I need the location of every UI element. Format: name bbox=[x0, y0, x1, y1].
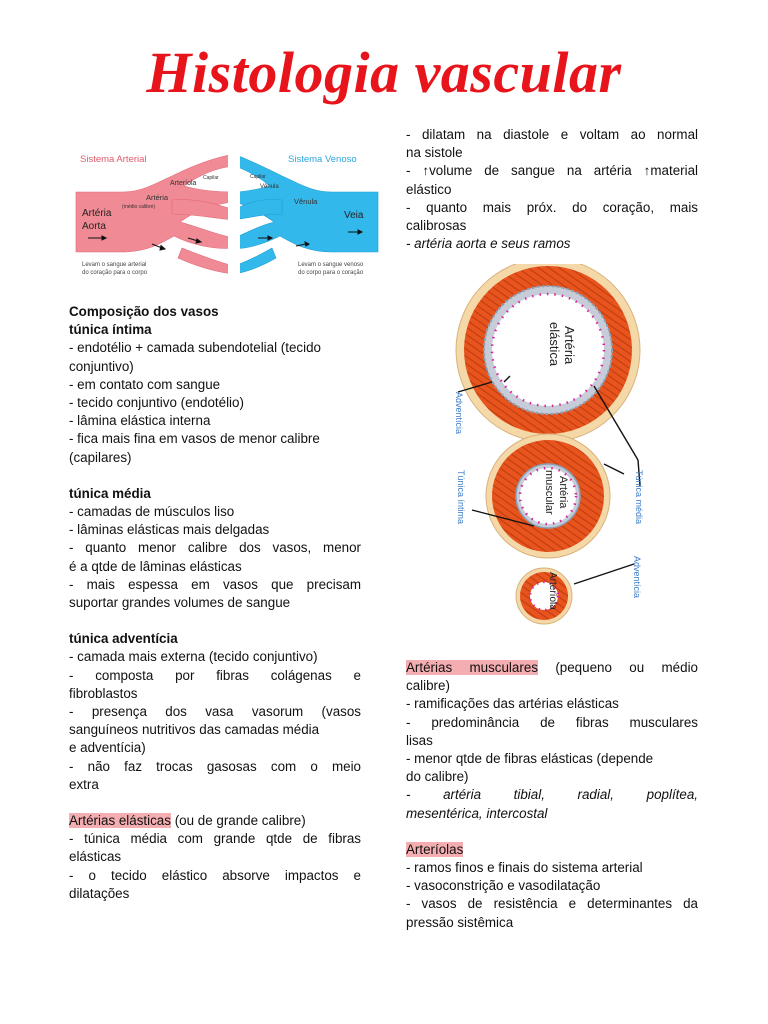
arterias-musculares-heading bbox=[406, 659, 698, 677]
caption-left-line2: do coração para o corpo bbox=[82, 270, 148, 276]
arteriolas-line: - vasoconstrição e vasodilatação bbox=[406, 878, 601, 894]
venula-label: Vênula bbox=[294, 197, 318, 206]
elastic-note-line: calibrosas bbox=[406, 218, 467, 234]
media-line: - camadas de músculos liso bbox=[69, 504, 235, 520]
musculares-line: - menor qtde de fibras elásticas (depende bbox=[406, 751, 654, 767]
musculares-line: - artéria tibial, radial, poplítea, bbox=[406, 787, 698, 803]
left-column bbox=[69, 303, 361, 903]
arterias-elasticas-title: Artérias elásticas bbox=[69, 813, 171, 829]
tunica-intima-label: Túnica íntima bbox=[456, 470, 466, 525]
elastic-artery-section bbox=[456, 264, 640, 442]
muscular-artery-label-1: Artéria bbox=[557, 476, 569, 509]
right-column-top bbox=[406, 126, 698, 253]
capilar-right-label: Capilar bbox=[250, 174, 266, 180]
caption-right-line1: Levam o sangue venoso bbox=[298, 262, 364, 268]
arterial-system-label: Sistema Arterial bbox=[80, 154, 147, 165]
elastic-note-line: elástico bbox=[406, 181, 452, 197]
intima-line: - fica mais fina em vasos de menor calibre bbox=[69, 431, 320, 447]
arteriole-section bbox=[516, 568, 572, 624]
musculares-line: calibre) bbox=[406, 678, 450, 694]
arteriola-label: Arteríola bbox=[170, 180, 197, 187]
media-line: - mais espessa em vasos que precisam bbox=[69, 576, 361, 592]
elasticas-line: - o tecido elástico absorve impactos e bbox=[69, 867, 361, 883]
adventicia-right-label: Adventícia bbox=[632, 556, 642, 599]
media-line: - quanto menor calibre dos vasos, menor bbox=[69, 540, 361, 556]
arteria-label: Artéria bbox=[146, 193, 169, 202]
adventicia-line: sanguíneos nutritivos das camadas média bbox=[69, 722, 320, 738]
musculares-line: lisas bbox=[406, 732, 433, 748]
tunica-media-heading: túnica média bbox=[69, 485, 151, 501]
elastic-note-line: - quanto mais próx. do coração, mais bbox=[406, 199, 698, 215]
venous-system-label: Sistema Venoso bbox=[288, 154, 357, 165]
adventicia-left-label: Adventícia bbox=[454, 392, 464, 435]
medio-calibre-label: (médio calibre) bbox=[122, 204, 156, 210]
elastic-note-line: - ↑volume de sangue na artéria ↑material bbox=[406, 163, 698, 179]
arteriolas-line: - ramos finos e finais do sistema arterial bbox=[406, 860, 643, 876]
elasticas-line: - túnica média com grande qtde de fibras bbox=[69, 831, 361, 847]
tunica-adventicia-heading: túnica adventícia bbox=[69, 631, 178, 647]
arteriolas-heading bbox=[406, 841, 698, 859]
right-column-bottom bbox=[406, 659, 698, 932]
elastic-artery-label-1: Artéria bbox=[562, 326, 577, 365]
caption-right-line2: do corpo para o coração bbox=[298, 270, 364, 276]
media-line: suportar grandes volumes de sangue bbox=[69, 595, 291, 611]
vascular-system-diagram bbox=[62, 140, 392, 290]
intima-line: - endotélio + camada subendotelial (tecido bbox=[69, 340, 321, 356]
arterias-elasticas-suffix: (ou de grande calibre) bbox=[170, 813, 306, 829]
adventicia-line: fibroblastos bbox=[69, 685, 138, 701]
musculares-line: - predominância de fibras musculares bbox=[406, 714, 698, 730]
muscular-artery-label-2: muscular bbox=[543, 470, 555, 515]
page-title: Histologia vascular bbox=[146, 40, 622, 105]
intima-line: - lâmina elástica interna bbox=[69, 413, 211, 429]
arteriolas-line: pressão sistêmica bbox=[406, 914, 514, 930]
veia-label: Veia bbox=[344, 210, 364, 221]
aorta-label-line1: Artéria bbox=[82, 208, 112, 219]
media-line: é a qtde de lâminas elásticas bbox=[69, 558, 242, 574]
elastic-note-line: - dilatam na diastole e voltam ao normal bbox=[406, 127, 698, 142]
elastic-note-line: - artéria aorta e seus ramos bbox=[406, 236, 571, 252]
composicao-heading: Composição dos vasos bbox=[69, 304, 219, 319]
adventicia-line: e adventícia) bbox=[69, 740, 146, 756]
adventicia-line: - não faz trocas gasosas com o meio bbox=[69, 758, 361, 774]
arterias-musculares-title: Artérias musculares bbox=[406, 660, 538, 675]
adventicia-line: - composta por fibras colágenas e bbox=[69, 667, 361, 683]
elastic-note-line: na sistole bbox=[406, 145, 463, 161]
venula-small-label: Vênula bbox=[260, 184, 279, 190]
intima-line: - em contato com sangue bbox=[69, 376, 221, 392]
elastic-artery-label-2: elástica bbox=[547, 322, 562, 367]
aorta-label-line2: Aorta bbox=[82, 221, 106, 232]
musculares-line: do calibre) bbox=[406, 769, 469, 785]
adventicia-line: - presença dos vasa vasorum (vasos bbox=[69, 704, 361, 720]
elasticas-line: elásticas bbox=[69, 849, 122, 865]
arteriole-label: Arteríola bbox=[547, 572, 558, 610]
elasticas-line: dilatações bbox=[69, 885, 130, 901]
musculares-line: - ramificações das artérias elásticas bbox=[406, 696, 619, 712]
intima-line: (capilares) bbox=[69, 449, 132, 465]
arteriolas-line: - vasos de resistência e determinantes da bbox=[406, 896, 698, 912]
tunica-intima-heading: túnica íntima bbox=[69, 322, 152, 338]
intima-line: conjuntivo) bbox=[69, 358, 134, 374]
capilar-left-label: Capilar bbox=[203, 175, 219, 181]
arterias-elasticas-heading bbox=[69, 812, 361, 830]
caption-left-line1: Levam o sangue arterial bbox=[82, 262, 147, 268]
adventicia-line: - camada mais externa (tecido conjuntivo) bbox=[69, 649, 318, 665]
intima-line: - tecido conjuntivo (endotélio) bbox=[69, 395, 244, 411]
musculares-line: mesentérica, intercostal bbox=[406, 805, 548, 821]
muscular-artery-section bbox=[486, 434, 610, 558]
tunica-media-label: Túnica média bbox=[634, 470, 644, 525]
arterias-musculares-suffix: (pequeno ou médio bbox=[537, 660, 698, 675]
vessel-cross-sections bbox=[444, 264, 664, 634]
media-line: - lâminas elásticas mais delgadas bbox=[69, 522, 270, 538]
adventicia-line: extra bbox=[69, 776, 99, 792]
arteriolas-title: Arteríolas bbox=[406, 841, 464, 857]
